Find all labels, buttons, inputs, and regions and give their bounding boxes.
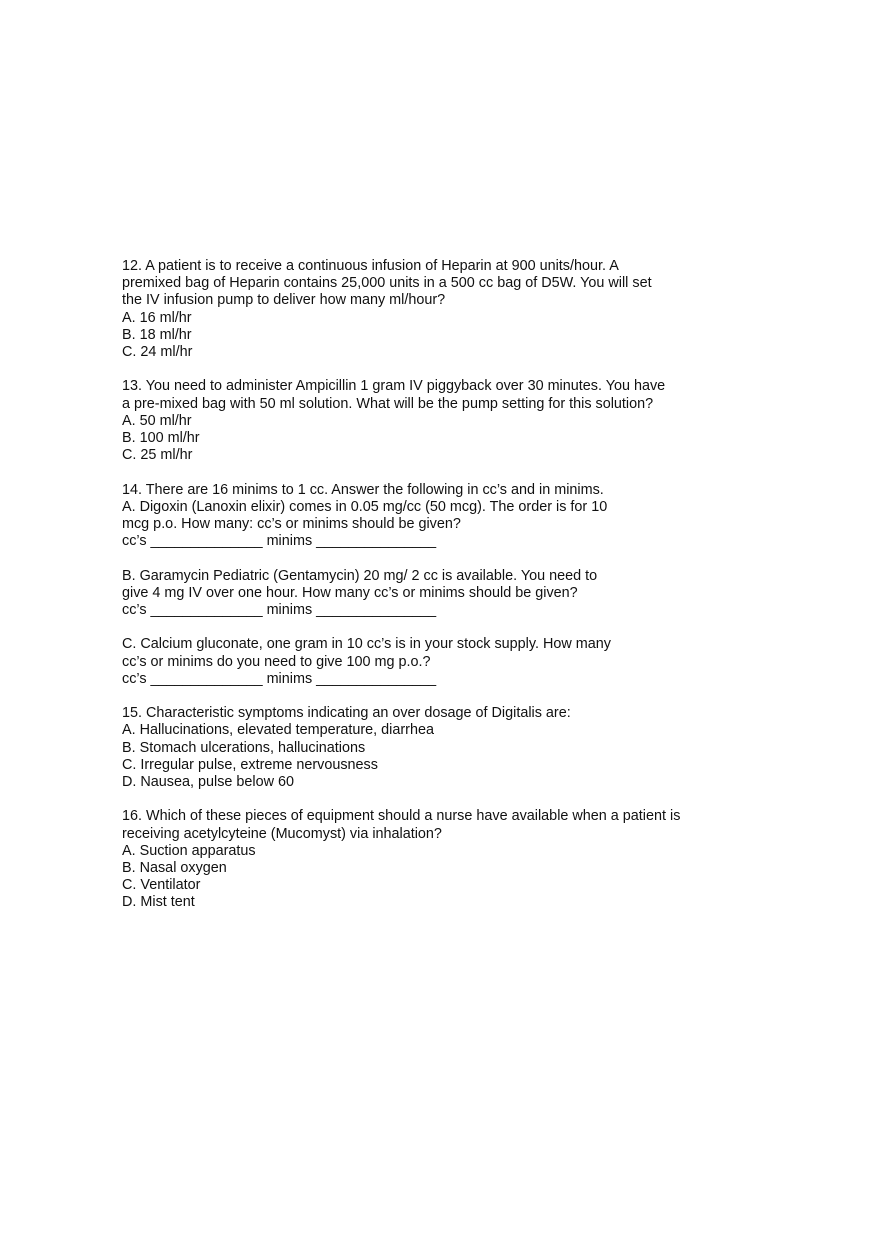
answer-option: D. Nausea, pulse below 60: [122, 774, 294, 791]
question-stem-line: the IV infusion pump to deliver how many ml/hour?: [122, 292, 446, 309]
question-stem-line: 15. Characteristic symptoms indicating an over dosage of Digitalis are:: [122, 705, 571, 722]
subquestion-b-line: give 4 mg IV over one hour. How many cc’s or minims should be given?: [122, 584, 578, 601]
answer-option: B. Stomach ulcerations, hallucinations: [122, 739, 366, 756]
answer-option: D. Mist tent: [122, 894, 195, 911]
answer-blank-line: cc’s ______________ minims _______________: [122, 602, 437, 619]
spacer: [122, 464, 742, 481]
answer-option: B. Nasal oxygen: [122, 860, 227, 877]
answer-option: A. Hallucinations, elevated temperature, diarrhea: [122, 722, 434, 739]
question-stem-line: receiving acetylcyteine (Mucomyst) via inhalation?: [122, 825, 442, 842]
spacer: [122, 361, 742, 378]
spacer: [122, 688, 742, 705]
answer-option: A. 16 ml/hr: [122, 309, 192, 326]
spacer: [122, 550, 742, 567]
question-stem-line: 12. A patient is to receive a continuous infusion of Heparin at 900 units/hour. A: [122, 258, 619, 274]
answer-option: C. 25 ml/hr: [122, 447, 193, 464]
question-stem-line: 13. You need to administer Ampicillin 1 gram IV piggyback over 30 minutes. You have: [122, 378, 666, 395]
answer-option: A. 50 ml/hr: [122, 412, 192, 429]
answer-option: B. 100 ml/hr: [122, 430, 200, 447]
answer-option: C. Ventilator: [122, 877, 201, 894]
spacer: [122, 791, 742, 808]
question-intro: 14. There are 16 minims to 1 cc. Answer the following in cc’s and in minims.: [122, 481, 604, 498]
subquestion-a-line: A. Digoxin (Lanoxin elixir) comes in 0.05 mg/cc (50 mcg). The order is for 10: [122, 498, 608, 515]
subquestion-c-line: cc’s or minims do you need to give 100 mg p.o.?: [122, 653, 431, 670]
answer-option: C. Irregular pulse, extreme nervousness: [122, 756, 378, 773]
question-stem-line: a pre-mixed bag with 50 ml solution. What will be the pump setting for this solution?: [122, 395, 654, 412]
question-14: [122, 482, 742, 688]
answer-option: B. 18 ml/hr: [122, 326, 192, 343]
document-page: [122, 258, 742, 912]
question-stem-line: premixed bag of Heparin contains 25,000 units in a 500 cc bag of D5W. You will set: [122, 275, 652, 292]
subquestion-b-line: B. Garamycin Pediatric (Gentamycin) 20 mg/ 2 cc is available. You need to: [122, 567, 598, 584]
question-13: [122, 378, 742, 464]
question-16: [122, 808, 742, 911]
subquestion-a-line: mcg p.o. How many: cc’s or minims should be given?: [122, 516, 461, 533]
answer-option: C. 24 ml/hr: [122, 344, 193, 361]
subquestion-c-line: C. Calcium gluconate, one gram in 10 cc’s is in your stock supply. How many: [122, 636, 611, 653]
answer-blank-line: cc’s ______________ minims _______________: [122, 670, 437, 687]
question-12: [122, 258, 742, 361]
question-15: [122, 705, 742, 791]
spacer: [122, 619, 742, 636]
question-stem-line: 16. Which of these pieces of equipment should a nurse have available when a patient is: [122, 808, 681, 825]
answer-option: A. Suction apparatus: [122, 842, 256, 859]
answer-blank-line: cc’s ______________ minims _______________: [122, 533, 437, 550]
